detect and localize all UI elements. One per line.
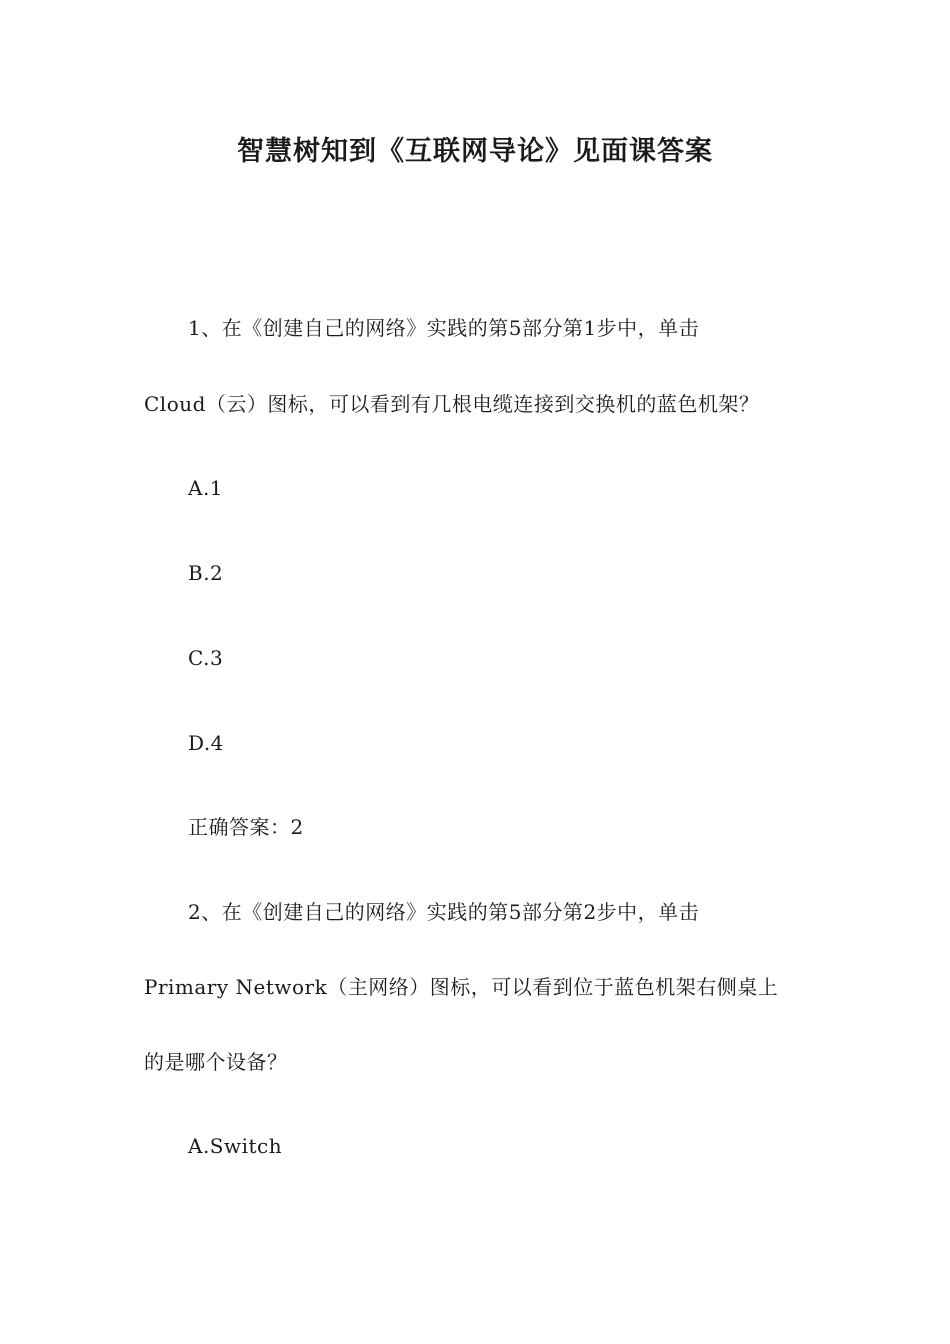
document-title: 智慧树知到《互联网导论》见面课答案 [237,136,713,167]
question-1-option-d: D.4 [188,731,224,755]
question-1-option-c: C.3 [188,646,224,670]
question-2-stem-line-3: 的是哪个设备？ [144,1050,288,1074]
question-1-option-b: B.2 [188,561,224,585]
question-2-stem-line-1: 2、在《创建自己的网络》实践的第5部分第2步中，单击 [188,900,700,924]
question-1-option-a: A.1 [188,476,224,500]
question-1-stem-line-1: 1、在《创建自己的网络》实践的第5部分第1步中，单击 [188,316,700,340]
question-1-stem-line-2: Cloud（云）图标，可以看到有几根电缆连接到交换机的蓝色机架？ [144,392,760,416]
question-1-answer: 正确答案：2 [188,815,304,839]
question-2-stem-line-2: Primary Network（主网络）图标，可以看到位于蓝色机架右侧桌上 [144,975,779,999]
question-2-option-a: A.Switch [188,1134,283,1158]
